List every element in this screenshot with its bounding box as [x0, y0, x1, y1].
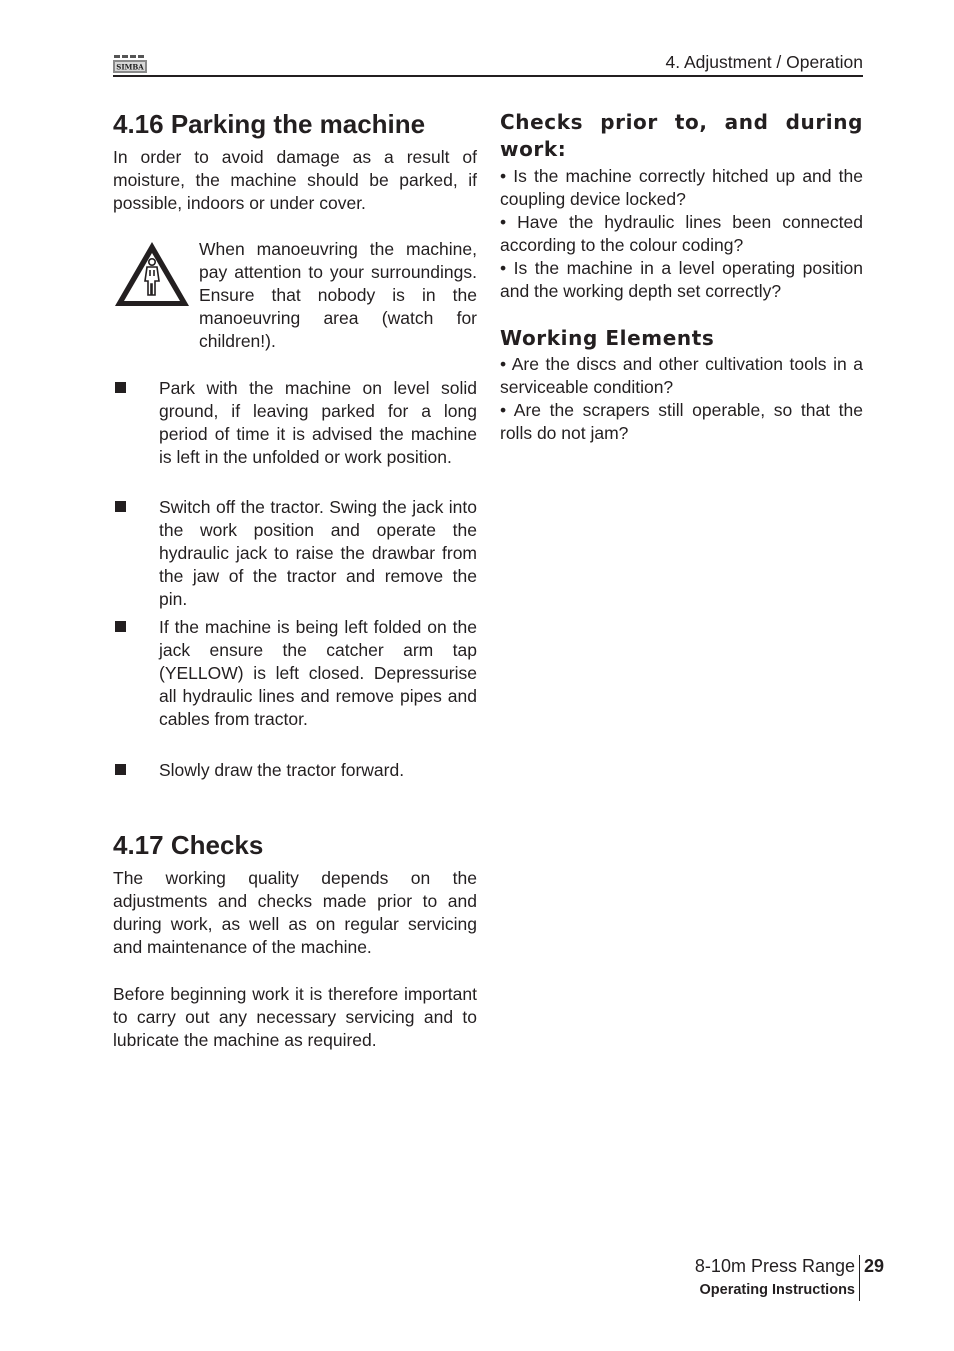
simba-logo	[113, 54, 147, 74]
bullet-square	[115, 382, 126, 393]
checks-item: • Have the hydraulic lines been connected according to the colour coding?	[500, 212, 863, 255]
bullet-square	[115, 621, 126, 632]
parking-intro: In order to avoid damage as a result of moisture, the machine should be parked, if possible, indoors or under cover.	[113, 147, 477, 213]
working-item: • Are the discs and other cultivation tools in a serviceable condition?	[500, 354, 863, 397]
running-header: 4. Adjustment / Operation	[665, 52, 863, 72]
checks-para-2: Before beginning work it is therefore important to carry out any necessary servicing and to lubricate the machine as required.	[113, 984, 477, 1050]
footer-divider	[859, 1255, 860, 1301]
bullet-square	[115, 501, 126, 512]
warning-text: When manoeuvring the machine, pay attention to your surroundings. Ensure that nobody is in the manoeuvring area (watch for children!).	[199, 239, 477, 351]
footer-title: 8-10m Press Range	[694, 1256, 855, 1276]
svg-text:SIMBA: SIMBA	[116, 62, 144, 72]
checks-para-1: The working quality depends on the adjustments and checks made prior to and during work, as well as on regular servicing and maintenance of the machine.	[113, 868, 477, 957]
checks-item: • Is the machine in a level operating position and the working depth set correctly?	[500, 258, 863, 301]
working-elements-heading: Working Elements	[500, 326, 715, 350]
footer-subtitle: Operating Instructions	[699, 1282, 855, 1298]
bullet-item: Slowly draw the tractor forward.	[159, 760, 405, 780]
page-number: 29	[864, 1256, 885, 1276]
header-rule	[113, 75, 863, 77]
working-item: • Are the scrapers still operable, so that the rolls do not jam?	[500, 400, 863, 443]
bullet-square	[115, 764, 126, 775]
checks-item: • Is the machine correctly hitched up and the coupling device locked?	[500, 166, 863, 209]
warning-triangle-person-icon	[113, 240, 191, 308]
bullet-item: If the machine is being left folded on the jack ensure the catcher arm tap (YELLOW) is left closed. Depressurise all hydraulic lines and remove pipes and cables from tractor.	[159, 617, 477, 729]
section-heading-4-17: 4.17 Checks	[113, 830, 264, 860]
checks-heading: Checks prior to, and during work:	[500, 110, 863, 161]
bullet-item: Switch off the tractor. Swing the jack into the work position and operate the hydraulic jack to raise the drawbar from the jaw of the tractor and remove the pin.	[159, 497, 477, 609]
bullet-item: Park with the machine on level solid ground, if leaving parked for a long period of time it is advised the machine is left in the unfolded or work position.	[159, 378, 477, 467]
section-heading-4-16: 4.16 Parking the machine	[113, 109, 426, 139]
